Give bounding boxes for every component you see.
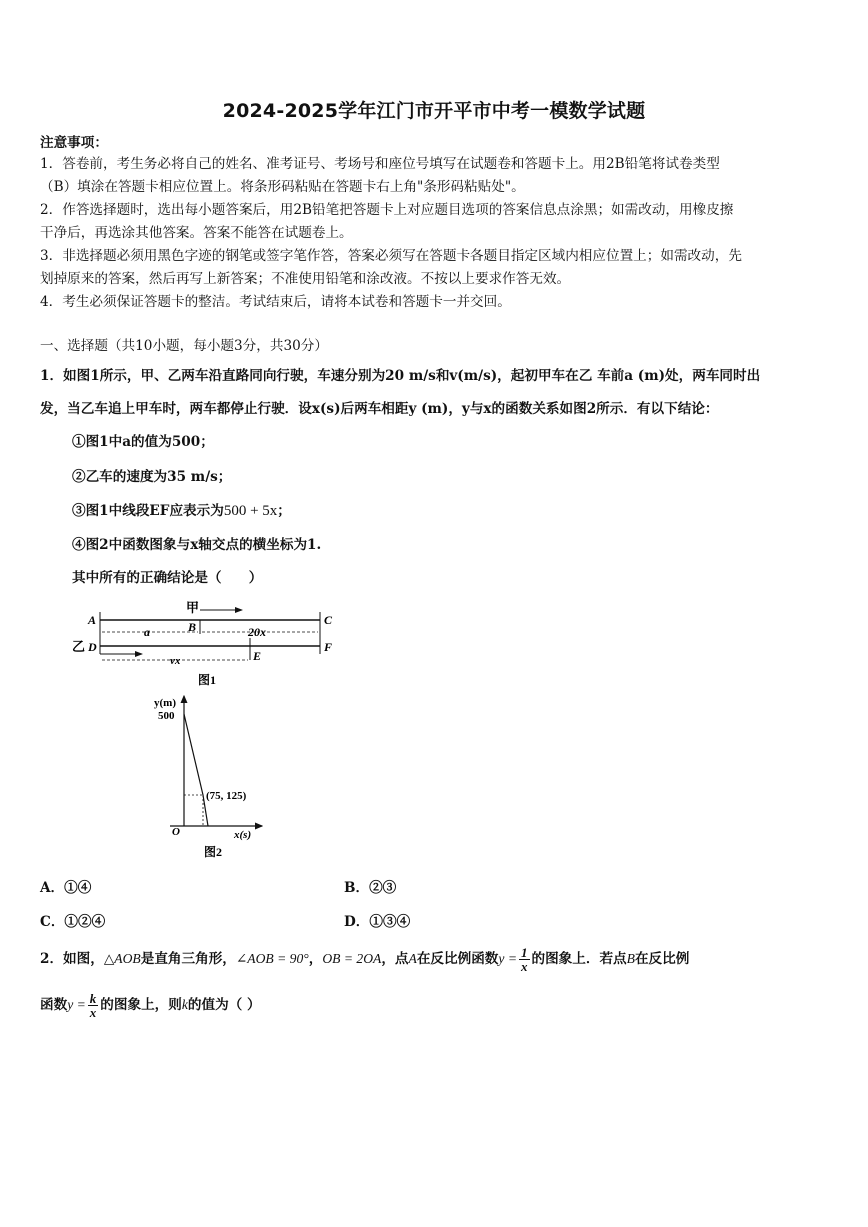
q1-option-a[interactable]: A．①④ (40, 880, 92, 896)
notice-heading: 注意事项： (40, 135, 108, 151)
q1-statement-4: ④图2中函数图象与x轴交点的横坐标为1. (72, 537, 322, 553)
notice-item: 2．作答选择题时，选出每小题答案后，用2B铅笔把答题卡上对应题目选项的答案信息点涂黑；如需改动，用橡皮擦 (40, 202, 734, 218)
q2-point-b: B (626, 951, 635, 966)
notice-item: 4．考生必须保证答题卡的整洁。考试结束后，请将本试卷和答题卡一并交回。 (40, 294, 511, 310)
q2-text: 在反比例函数 (416, 951, 499, 967)
fig1-label-vx: vx (170, 655, 181, 667)
notice-item: 1．答卷前，考生务必将自己的姓名、准考证号、考场号和座位号填写在试题卷和答题卡上。用2B铅笔将试卷类型 (40, 156, 720, 172)
q2-text: ， (308, 951, 323, 967)
q2-triangle: △AOB (103, 951, 141, 966)
fig1-label-d-point: D (88, 640, 97, 654)
fig1-label-a-point: A (88, 613, 97, 627)
q2-ob-relation: OB = 2OA (322, 951, 382, 966)
q2-fraction-1-den: x (521, 959, 528, 974)
q2-func-1-lhs: y = (498, 951, 517, 966)
q1-stem-line2: 发，当乙车追上甲车时，两车都停止行驶．设x(s)后两车相距y (m)，y与x的函数关系如图2所示．有以下结论： (40, 401, 719, 417)
fig1-label-c-point: C (324, 613, 333, 627)
fig1-label-e-point: E (253, 649, 262, 663)
q2-text: 的图象上，则 (100, 997, 182, 1013)
q2-point-a: A (408, 951, 417, 966)
q1-statement-3-text: ③图1中线段EF应表示为 (72, 503, 224, 519)
q1-stem-line1: 1．如图1所示，甲、乙两车沿直路同向行驶，车速分别为20 m/s和v(m/s)，起初甲车在乙 车前a (m)处，两车同时出 (40, 368, 761, 384)
fig2-x-axis-label: x(s) (234, 829, 252, 841)
q1-option-b[interactable]: B．②③ (344, 880, 397, 896)
q2-fraction-1 (519, 946, 530, 973)
q1-question: 其中所有的正确结论是（ ） (72, 570, 263, 586)
q2-text: 函数 (40, 997, 68, 1013)
q1-option-d[interactable]: D．①③④ (344, 914, 411, 930)
fig1-label-b-point: B (188, 620, 197, 634)
q2-text: 2．如图， (40, 951, 104, 967)
fig2-origin: O (172, 826, 180, 838)
fig2-y-value-500: 500 (158, 710, 175, 722)
q1-statement-1: ①图1中a的值为500； (72, 434, 214, 450)
q2-fraction-2-den: x (89, 1005, 97, 1020)
notice-item: 干净后，再选涂其他答案。答案不能答在试题卷上。 (40, 225, 353, 241)
notice-item: 划掉原来的答案，然后再写上新答案；不准使用铅笔和涂改液。不按以上要求作答无效。 (40, 271, 571, 287)
q1-statement-3 (72, 501, 291, 521)
notice-item: （B）填涂在答题卡相应位置上。将条形码粘贴在答题卡右上角"条形码粘贴处"。 (40, 179, 525, 195)
q2-fraction-1-num: 1 (521, 945, 528, 960)
fig1-label-f-point: F (324, 640, 333, 654)
fig1-label-yi: 乙 (72, 639, 86, 654)
fig1-label-20x: 20x (248, 625, 266, 639)
q1-figure-2 (150, 688, 270, 863)
section-heading: 一、选择题（共10小题，每小题3分，共30分） (40, 338, 328, 354)
q2-func-2-lhs: y = (67, 997, 86, 1012)
q1-statement-2: ②乙车的速度为35 m/s； (72, 469, 232, 485)
page-title: 2024-2025学年江门市开平市中考一模数学试题 (222, 100, 646, 122)
fig1-label-a-length: a (144, 625, 150, 639)
fig2-caption: 图2 (204, 845, 223, 859)
q2-text: 的值为（ ） (187, 997, 261, 1013)
q2-stem-line1 (40, 946, 689, 973)
q2-k: k (181, 997, 188, 1012)
q2-text: 的图象上．若点 (531, 951, 627, 967)
fig1-label-jia: 甲 (186, 600, 200, 615)
q2-fraction-2 (88, 992, 99, 1019)
q1-statement-3-end: ； (277, 503, 291, 519)
q2-fraction-2-num: k (89, 991, 97, 1006)
q2-text: 是直角三角形， (140, 951, 236, 967)
q1-statement-3-math: 500 + 5x (223, 503, 278, 519)
q2-text: ，点 (381, 951, 409, 967)
q2-text: 在反比例 (634, 951, 690, 967)
q1-option-c[interactable]: C．①②④ (40, 914, 106, 930)
q2-stem-line2 (40, 992, 261, 1019)
fig2-y-axis-label: y(m) (154, 697, 176, 709)
q1-figure-1 (70, 598, 350, 690)
q2-angle: ∠AOB = 90° (235, 951, 309, 966)
fig1-caption: 图1 (198, 673, 217, 687)
notice-item: 3．非选择题必须用黑色字迹的钢笔或签字笔作答，答案必须写在答题卡各题目指定区域内相应位置上；如需改动，先 (40, 248, 742, 264)
fig2-point-label: (75, 125) (206, 790, 247, 802)
